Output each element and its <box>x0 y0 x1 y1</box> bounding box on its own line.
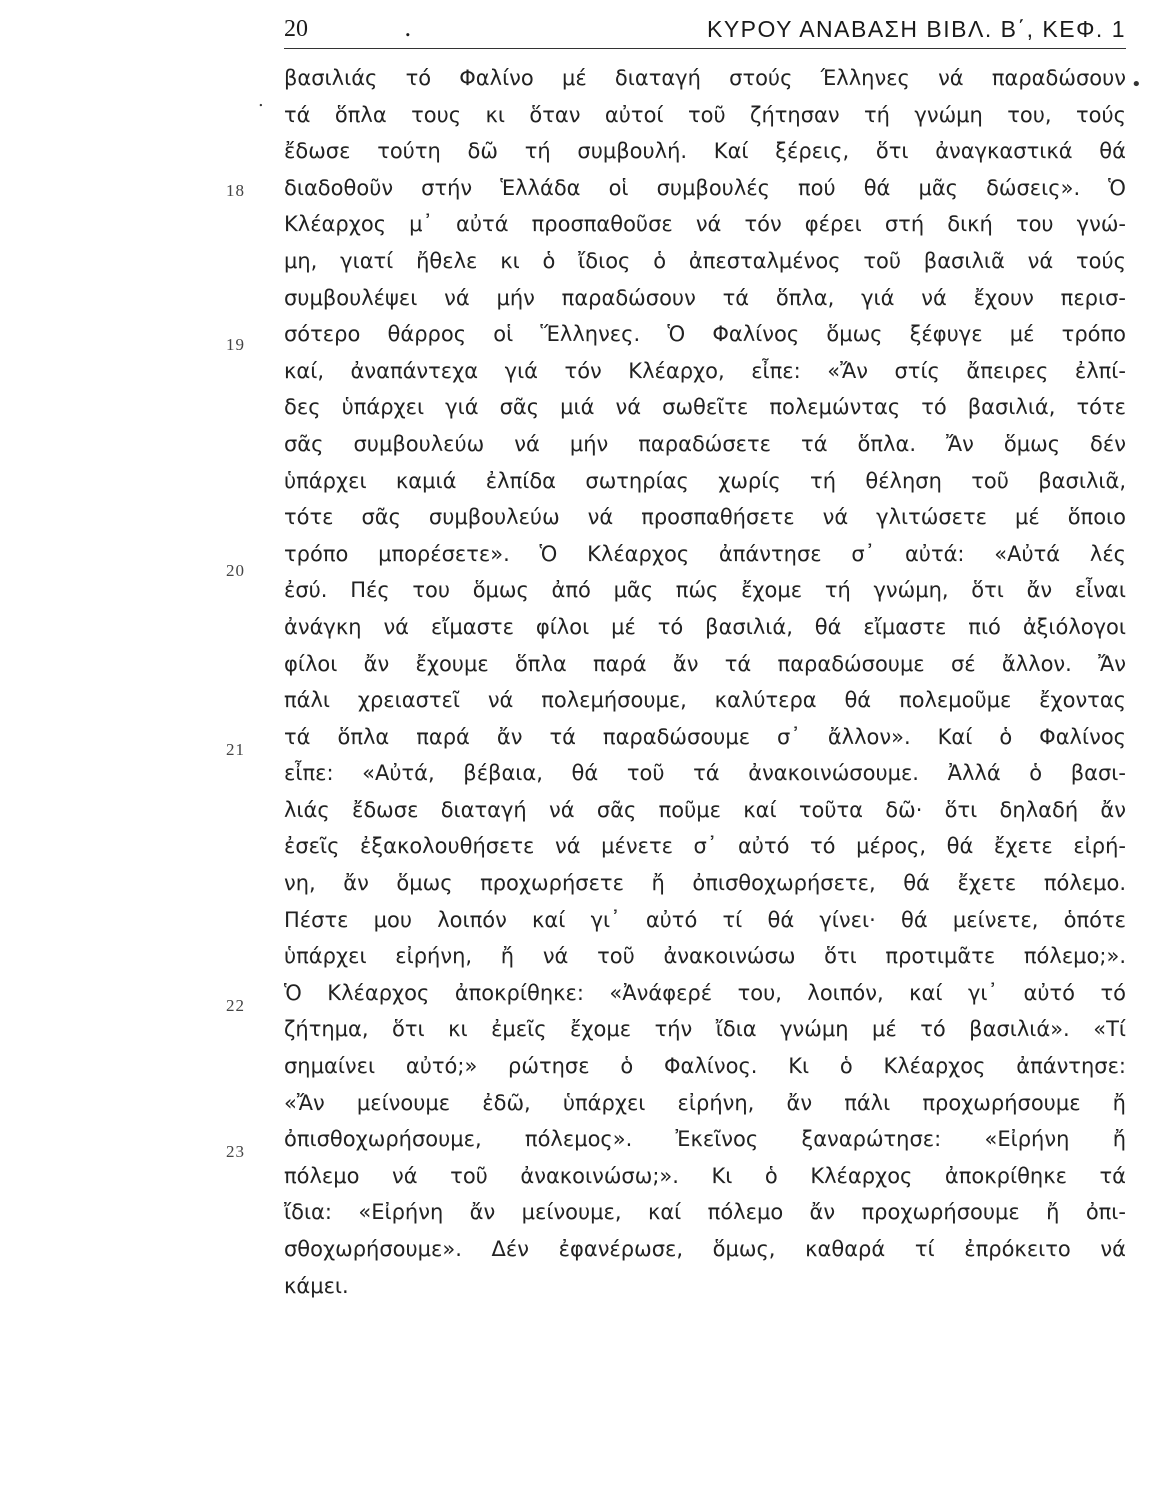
text-line: σᾶς συμβουλεύω νά μήν παραδώσετε τά ὅπλα. Ἄν ὅμως δέν <box>284 431 1126 456</box>
text-line: δες ὑπάρχει γιά σᾶς μιά νά σωθεῖτε πολεμώντας τό βασιλιά, τότε <box>284 395 1126 420</box>
text-line: «Ἄν μείνουμε ἐδῶ, ὑπάρχει εἰρήνη, ἄν πάλι προχωρήσουμε ἤ <box>284 1090 1126 1115</box>
body-text <box>284 60 1126 1304</box>
text-line: καί, ἀναπάντεχα γιά τόν Κλέαρχο, εἶπε: «Ἄν στίς ἄπειρες ἐλπί- <box>284 358 1126 383</box>
text-line: μη, γιατί ἤθελε κι ὁ ἴδιος ὁ ἀπεσταλμένος τοῦ βασιλιᾶ νά τούς <box>284 248 1126 273</box>
text-line: λιάς ἔδωσε διαταγή νά σᾶς ποῦμε καί τοῦτα δῶ· ὅτι δηλαδή ἄν <box>284 797 1126 822</box>
text-line: σότερο θάρρος οἱ Ἕλληνες. Ὁ Φαλίνος ὅμως ξέφυγε μέ τρόπο <box>284 322 1126 347</box>
section-number-21: 21 <box>226 740 245 759</box>
text-line: Ὁ Κλέαρχος ἀποκρίθηκε: «Ἀνάφερέ του, λοιπόν, καί γι᾽ αὐτό τό <box>284 980 1126 1005</box>
text-line: εἶπε: «Αὐτά, βέβαια, θά τοῦ τά ἀνακοινώσουμε. Ἀλλά ὁ βασι- <box>284 761 1126 786</box>
section-number-18: 18 <box>226 181 245 200</box>
text-line: ὀπισθοχωρήσουμε, πόλεμος». Ἐκεῖνος ξαναρώτησε: «Εἰρήνη ἤ <box>284 1127 1126 1152</box>
text-line: τρόπο μπορέσετε». Ὁ Κλέαρχος ἀπάντησε σ᾽ αὐτά: «Αὐτά λές <box>284 541 1126 566</box>
text-line: ἐσεῖς ἐξακολουθήσετε νά μένετε σ᾽ αὐτό τό μέρος, θά ἔχετε εἰρή- <box>284 834 1126 859</box>
page-header <box>284 14 1126 49</box>
text-line: πόλεμο νά τοῦ ἀνακοινώσω;». Κι ὁ Κλέαρχος ἀποκρίθηκε τά <box>284 1163 1126 1188</box>
text-line: πάλι χρειαστεῖ νά πολεμήσουμε, καλύτερα θά πολεμοῦμε ἔχοντας <box>284 688 1126 713</box>
text-line: σθοχωρήσουμε». Δέν ἐφανέρωσε, ὅμως, καθαρά τί ἐπρόκειτο νά <box>284 1237 1126 1261</box>
text-line: ἴδια: «Εἰρήνη ἄν μείνουμε, καί πόλεμο ἄν προχωρήσουμε ἤ ὀπι- <box>284 1200 1126 1225</box>
section-number-22: 22 <box>226 996 245 1015</box>
text-line: τά ὅπλα παρά ἄν τά παραδώσουμε σ᾽ ἄλλον». Καί ὁ Φαλίνος <box>284 724 1126 749</box>
margin-dot-left: . <box>258 90 264 111</box>
section-number-20: 20 <box>226 561 245 580</box>
section-number-23: 23 <box>226 1142 245 1161</box>
text-line: ἐσύ. Πές του ὅμως ἀπό μᾶς πώς ἔχομε τή γνώμη, ὅτι ἄν εἶναι <box>284 578 1126 603</box>
text-line: ἔδωσε τούτη δῶ τή συμβουλή. Καί ξέρεις, ὅτι ἀναγκαστικά θά <box>284 139 1126 164</box>
header-dot: . <box>404 14 412 42</box>
text-line: βασιλιάς τό Φαλίνο μέ διαταγή στούς Έλληνες νά παραδώσουν <box>284 66 1126 90</box>
text-line-last: κάμει. <box>284 1273 349 1298</box>
text-line: ζήτημα, ὅτι κι ἐμεῖς ἔχομε τήν ἴδια γνώμη μέ τό βασιλιά». «Τί <box>284 1017 1126 1042</box>
section-number-19: 19 <box>226 335 245 354</box>
running-title: ΚΥΡΟΥ ΑΝΑΒΑΣΗ ΒΙΒΛ. Β΄, ΚΕΦ. 1 <box>706 16 1126 42</box>
margin-dot-right: • <box>1131 74 1142 95</box>
text-line: νη, ἄν ὅμως προχωρήσετε ἤ ὀπισθοχωρήσετε, θά ἔχετε πόλεμο. <box>284 871 1126 896</box>
page-number: 20 <box>284 16 308 42</box>
text-line: φίλοι ἄν ἔχουμε ὅπλα παρά ἄν τά παραδώσουμε σέ ἄλλον. Ἄν <box>284 651 1126 676</box>
text-line: Κλέαρχος μ᾽ αὐτά προσπαθοῦσε νά τόν φέρει στή δική του γνώ- <box>284 212 1126 237</box>
text-line: σημαίνει αὐτό;» ρώτησε ὁ Φαλίνος. Κι ὁ Κλέαρχος ἀπάντησε: <box>284 1054 1126 1079</box>
text-line: Πέστε μου λοιπόν καί γι᾽ αὐτό τί θά γίνει· θά μείνετε, ὁπότε <box>284 907 1126 932</box>
text-line: ὑπάρχει εἰρήνη, ἤ νά τοῦ ἀνακοινώσω ὅτι προτιμᾶτε πόλεμο;». <box>284 944 1126 969</box>
text-line: διαδοθοῦν στήν Ἑλλάδα οἱ συμβουλές πού θά μᾶς δώσεις». Ὁ <box>284 175 1126 200</box>
text-line: τότε σᾶς συμβουλεύω νά προσπαθήσετε νά γλιτώσετε μέ ὅποιο <box>284 505 1126 530</box>
text-line: συμβουλέψει νά μήν παραδώσουν τά ὅπλα, γιά νά ἔχουν περισ- <box>284 285 1126 310</box>
text-line: ἀνάγκη νά εἴμαστε φίλοι μέ τό βασιλιά, θά εἴμαστε πιό ἀξιόλογοι <box>284 614 1126 639</box>
text-line: τά ὅπλα τους κι ὅταν αὐτοί τοῦ ζήτησαν τή γνώμη του, τούς <box>284 102 1126 127</box>
text-line: ὑπάρχει καμιά ἐλπίδα σωτηρίας χωρίς τή θέληση τοῦ βασιλιᾶ, <box>284 468 1126 493</box>
